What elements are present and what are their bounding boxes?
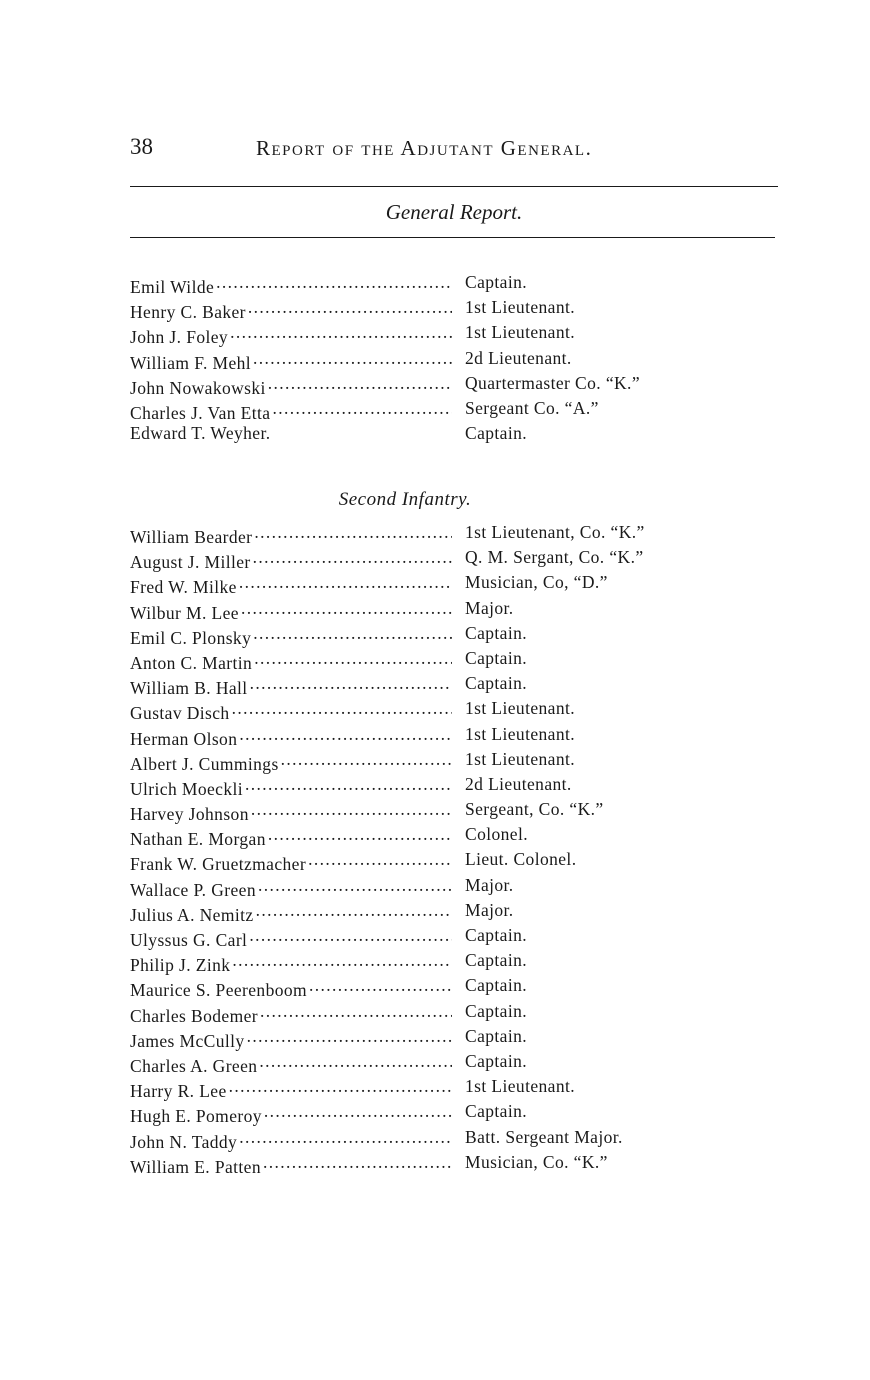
- officer-name: Wallace P. Green: [130, 879, 256, 900]
- roster-row: [130, 749, 730, 774]
- officer-rank: Major.: [465, 874, 514, 895]
- officer-name: Anton C. Martin: [130, 652, 253, 673]
- roster-row: [130, 423, 730, 448]
- officer-rank: Colonel.: [465, 824, 528, 845]
- officer-rank: 1st Lieutenant.: [465, 748, 576, 769]
- dot-leader: [228, 322, 452, 343]
- dot-leader: [254, 900, 452, 921]
- page-number: 38: [130, 134, 153, 159]
- roster-row: [130, 1152, 730, 1177]
- dot-leader: [248, 673, 452, 694]
- officer-rank: Captain.: [465, 423, 528, 444]
- dot-leader: [227, 1076, 452, 1097]
- roster-row: [130, 598, 730, 623]
- officer-rank: 1st Lieutenant.: [465, 322, 576, 343]
- section-title-general-report: General Report.: [385, 200, 523, 224]
- roster-row: [130, 849, 730, 874]
- officer-rank: Captain.: [465, 1101, 528, 1122]
- dot-leader: [306, 849, 452, 870]
- officer-rank: 2d Lieutenant.: [465, 773, 572, 794]
- officer-rank: Major.: [465, 597, 514, 618]
- dot-leader: [247, 925, 452, 946]
- officer-name: Nathan E. Morgan: [130, 829, 266, 850]
- officer-rank: Musician, Co. “K.”: [465, 1151, 608, 1172]
- officer-rank: Captain.: [465, 272, 528, 292]
- dot-leader: [279, 749, 452, 770]
- roster-row: [130, 774, 730, 799]
- officer-name: Herman Olson: [130, 728, 238, 749]
- officer-rank: Major.: [465, 899, 514, 920]
- dot-leader: [214, 272, 452, 293]
- section-title-second-infantry: Second Infantry.: [338, 489, 472, 510]
- officer-rank: Captain.: [465, 1000, 528, 1021]
- officer-name: Charles Bodemer: [130, 1005, 258, 1026]
- dot-leader: [261, 1152, 452, 1173]
- roster-row: [130, 1076, 730, 1101]
- officer-rank: Sergeant, Co. “K.”: [465, 799, 604, 820]
- roster-row: [130, 1051, 730, 1076]
- officer-name: Julius A. Nemitz: [130, 904, 254, 925]
- page-header: [130, 134, 775, 164]
- officer-name: Edward T. Weyher.: [130, 423, 271, 444]
- officer-rank: 1st Lieutenant.: [465, 698, 576, 719]
- roster-row: [130, 925, 730, 950]
- roster-row: [130, 950, 730, 975]
- dot-leader: [257, 1051, 452, 1072]
- roster-row: [130, 673, 730, 698]
- roster-general-report: [130, 272, 730, 448]
- roster-row: [130, 875, 730, 900]
- officer-rank: Batt. Sergeant Major.: [465, 1126, 623, 1147]
- roster-row: [130, 698, 730, 723]
- officer-rank: 1st Lieutenant.: [465, 723, 576, 744]
- roster-second-infantry: [130, 522, 730, 1177]
- roster-row: [130, 975, 730, 1000]
- roster-row: [130, 322, 730, 347]
- officer-name: Hugh E. Pomeroy: [130, 1106, 262, 1127]
- officer-name: William B. Hall: [130, 678, 248, 699]
- roster-row: [130, 522, 730, 547]
- dot-leader: [230, 698, 452, 719]
- officer-rank: 2d Lieutenant.: [465, 347, 572, 368]
- dot-leader: [245, 1026, 452, 1047]
- officer-name: Gustav Disch: [130, 703, 230, 724]
- roster-row: [130, 297, 730, 322]
- officer-name: Henry C. Baker: [130, 302, 246, 323]
- roster-row: [130, 373, 730, 398]
- officer-name: William F. Mehl: [130, 352, 252, 373]
- officer-rank: Captain.: [465, 673, 528, 694]
- officer-name: Ulyssus G. Carl: [130, 930, 248, 950]
- dot-leader: [266, 373, 452, 394]
- officer-rank: Captain.: [465, 975, 528, 996]
- dot-leader: [251, 348, 452, 369]
- officer-name: Charles A. Green: [130, 1055, 258, 1076]
- officer-name: Frank W. Gruetzmacher: [130, 854, 307, 875]
- officer-rank: Musician, Co, “D.”: [465, 572, 608, 593]
- roster-row: [130, 900, 730, 925]
- officer-name: Albert J. Cummings: [130, 753, 279, 774]
- officer-rank: Quartermaster Co. “K.”: [465, 372, 640, 393]
- dot-leader: [230, 950, 452, 971]
- roster-row: [130, 572, 730, 597]
- dot-leader: [251, 623, 452, 644]
- officer-rank: 1st Lieutenant.: [465, 1076, 576, 1097]
- officer-name: Emil Wilde: [130, 277, 215, 297]
- roster-row: [130, 398, 730, 423]
- dot-leader: [249, 799, 452, 820]
- officer-name: Emil C. Plonsky: [130, 627, 252, 648]
- officer-name: James McCully: [130, 1030, 245, 1051]
- dot-leader: [239, 598, 452, 619]
- officer-rank: Captain.: [465, 647, 528, 668]
- dot-leader: [262, 1101, 452, 1122]
- roster-row: [130, 623, 730, 648]
- roster-row: [130, 824, 730, 849]
- officer-name: Wilbur M. Lee: [130, 602, 239, 623]
- officer-name: Maurice S. Peerenboom: [130, 980, 308, 1001]
- officer-name: Charles J. Van Etta: [130, 402, 271, 423]
- officer-rank: Q. M. Sergant, Co. “K.”: [465, 547, 644, 568]
- dot-leader: [270, 398, 452, 419]
- officer-rank: Captain.: [465, 1025, 528, 1046]
- officer-rank: Sergeant Co. “A.”: [465, 397, 599, 418]
- officer-rank: Captain.: [465, 925, 528, 945]
- roster-row: [130, 547, 730, 572]
- officer-name: William E. Patten: [130, 1156, 262, 1177]
- officer-rank: Captain.: [465, 950, 528, 971]
- officer-name: Harry R. Lee: [130, 1081, 227, 1102]
- dot-leader: [266, 824, 452, 845]
- officer-name: Harvey Johnson: [130, 804, 249, 825]
- officer-rank: Captain.: [465, 622, 528, 643]
- officer-rank: 1st Lieutenant, Co. “K.”: [465, 522, 645, 542]
- dot-leader: [252, 522, 452, 543]
- roster-row: [130, 648, 730, 673]
- roster-row: [130, 1026, 730, 1051]
- officer-name: John Nowakowski: [130, 377, 266, 398]
- officer-rank: 1st Lieutenant.: [465, 297, 576, 318]
- dot-leader: [307, 975, 452, 996]
- dot-leader: [252, 648, 452, 669]
- dot-leader: [246, 297, 452, 318]
- officer-name: Philip J. Zink: [130, 955, 231, 976]
- dot-leader: [237, 1127, 452, 1148]
- officer-name: William Bearder: [130, 527, 253, 547]
- header-rule-bottom: [130, 237, 775, 238]
- officer-name: Fred W. Milke: [130, 577, 237, 598]
- officer-rank: Lieut. Colonel.: [465, 849, 577, 870]
- officer-name: John J. Foley: [130, 327, 229, 348]
- running-title: Report of the Adjutant General.: [256, 136, 593, 160]
- officer-rank: Captain.: [465, 1050, 528, 1071]
- dot-leader: [237, 724, 452, 745]
- roster-row: [130, 348, 730, 373]
- roster-row: [130, 724, 730, 749]
- roster-row: [130, 1127, 730, 1152]
- dot-leader: [251, 547, 452, 568]
- dot-leader: [258, 1001, 452, 1022]
- roster-row: [130, 799, 730, 824]
- officer-name: August J. Miller: [130, 552, 251, 573]
- dot-leader: [256, 875, 452, 896]
- officer-name: John N. Taddy: [130, 1131, 238, 1152]
- roster-row: [130, 1101, 730, 1126]
- header-rule-top: [130, 186, 778, 187]
- roster-row: [130, 272, 730, 297]
- dot-leader: [243, 774, 452, 795]
- dot-leader: [237, 572, 452, 593]
- officer-name: Ulrich Moeckli: [130, 778, 244, 799]
- roster-row: [130, 1001, 730, 1026]
